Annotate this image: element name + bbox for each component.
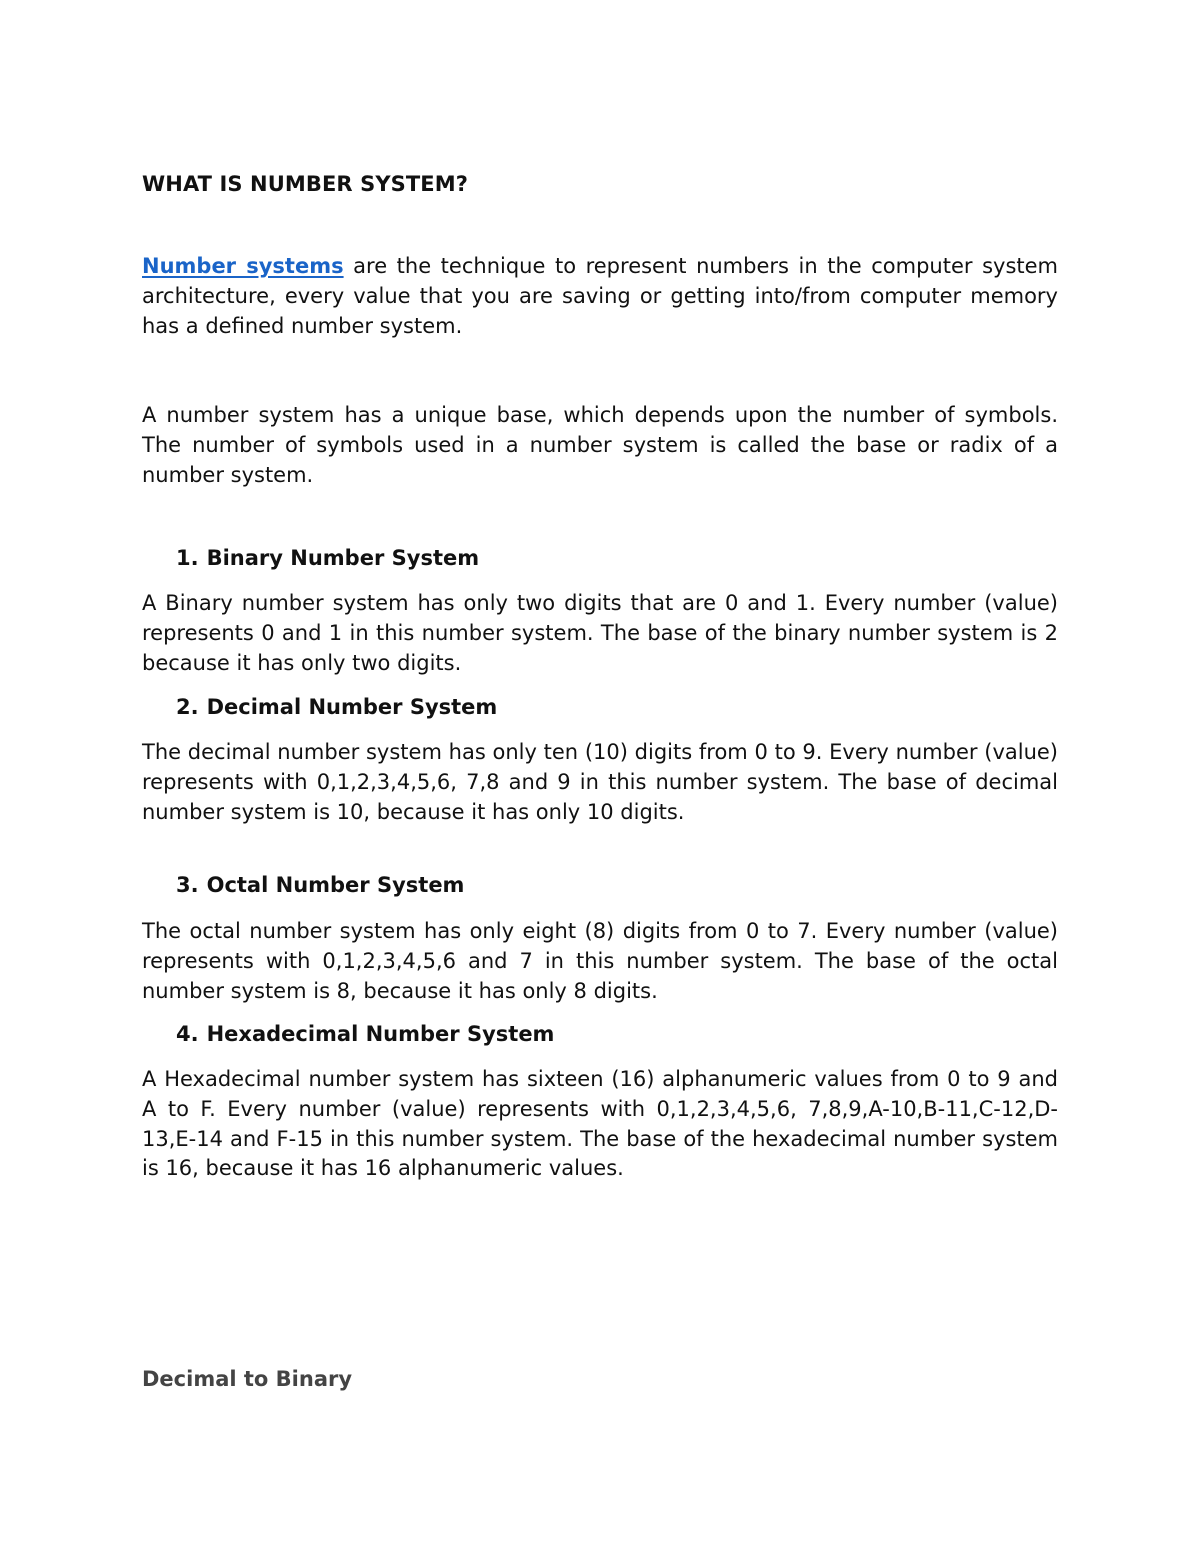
decimal-to-binary-heading: Decimal to Binary xyxy=(142,1367,353,1391)
section-number: 4. xyxy=(176,1022,199,1046)
intro-paragraph xyxy=(142,252,1058,341)
section-title: Binary Number System xyxy=(206,546,480,570)
section-title: Decimal Number System xyxy=(206,695,498,719)
number-systems-link[interactable]: Number systems xyxy=(142,254,344,278)
section-heading-hexadecimal xyxy=(176,1020,554,1048)
section-body-hexadecimal: A Hexadecimal number system has sixteen (16) alphanumeric values from 0 to 9 and A to F. Every number (value) represents with 0,1,2,3,4,5,6, 7,8,9,A-10,B-11,C-12,D-13,E-14 and F-15 in this number system. The base of the hexadecimal number system is 16, because it has 16 alphanumeric values. xyxy=(142,1067,1058,1181)
section-title: Hexadecimal Number System xyxy=(206,1022,555,1046)
page-title: WHAT IS NUMBER SYSTEM? xyxy=(142,172,469,196)
base-paragraph: A number system has a unique base, which depends upon the number of symbols. The number of symbols used in a number system is called the base or radix of a number system. xyxy=(142,403,1058,487)
section-body-decimal: The decimal number system has only ten (10) digits from 0 to 9. Every number (value) represents with 0,1,2,3,4,5,6, 7,8 and 9 in this number system. The base of decimal number system is 10, because it has only 10 digits. xyxy=(142,740,1058,824)
section-body-octal: The octal number system has only eight (8) digits from 0 to 7. Every number (value) represents with 0,1,2,3,4,5,6 and 7 in this number system. The base of the octal number system is 8, because it has only 8 digits. xyxy=(142,919,1058,1003)
section-body-binary: A Binary number system has only two digits that are 0 and 1. Every number (value) represents 0 and 1 in this number system. The base of the binary number system is 2 because it has only two digits. xyxy=(142,591,1058,675)
section-heading-decimal xyxy=(176,693,497,721)
section-number: 1. xyxy=(176,546,199,570)
section-number: 2. xyxy=(176,695,199,719)
intro-text: are the technique to represent numbers in the computer system architecture, every value that you are saving or getting into/from computer memory has a defined number system. xyxy=(142,254,1058,338)
section-heading-octal xyxy=(176,871,464,899)
section-heading-binary xyxy=(176,544,479,572)
section-title: Octal Number System xyxy=(206,873,465,897)
section-number: 3. xyxy=(176,873,199,897)
